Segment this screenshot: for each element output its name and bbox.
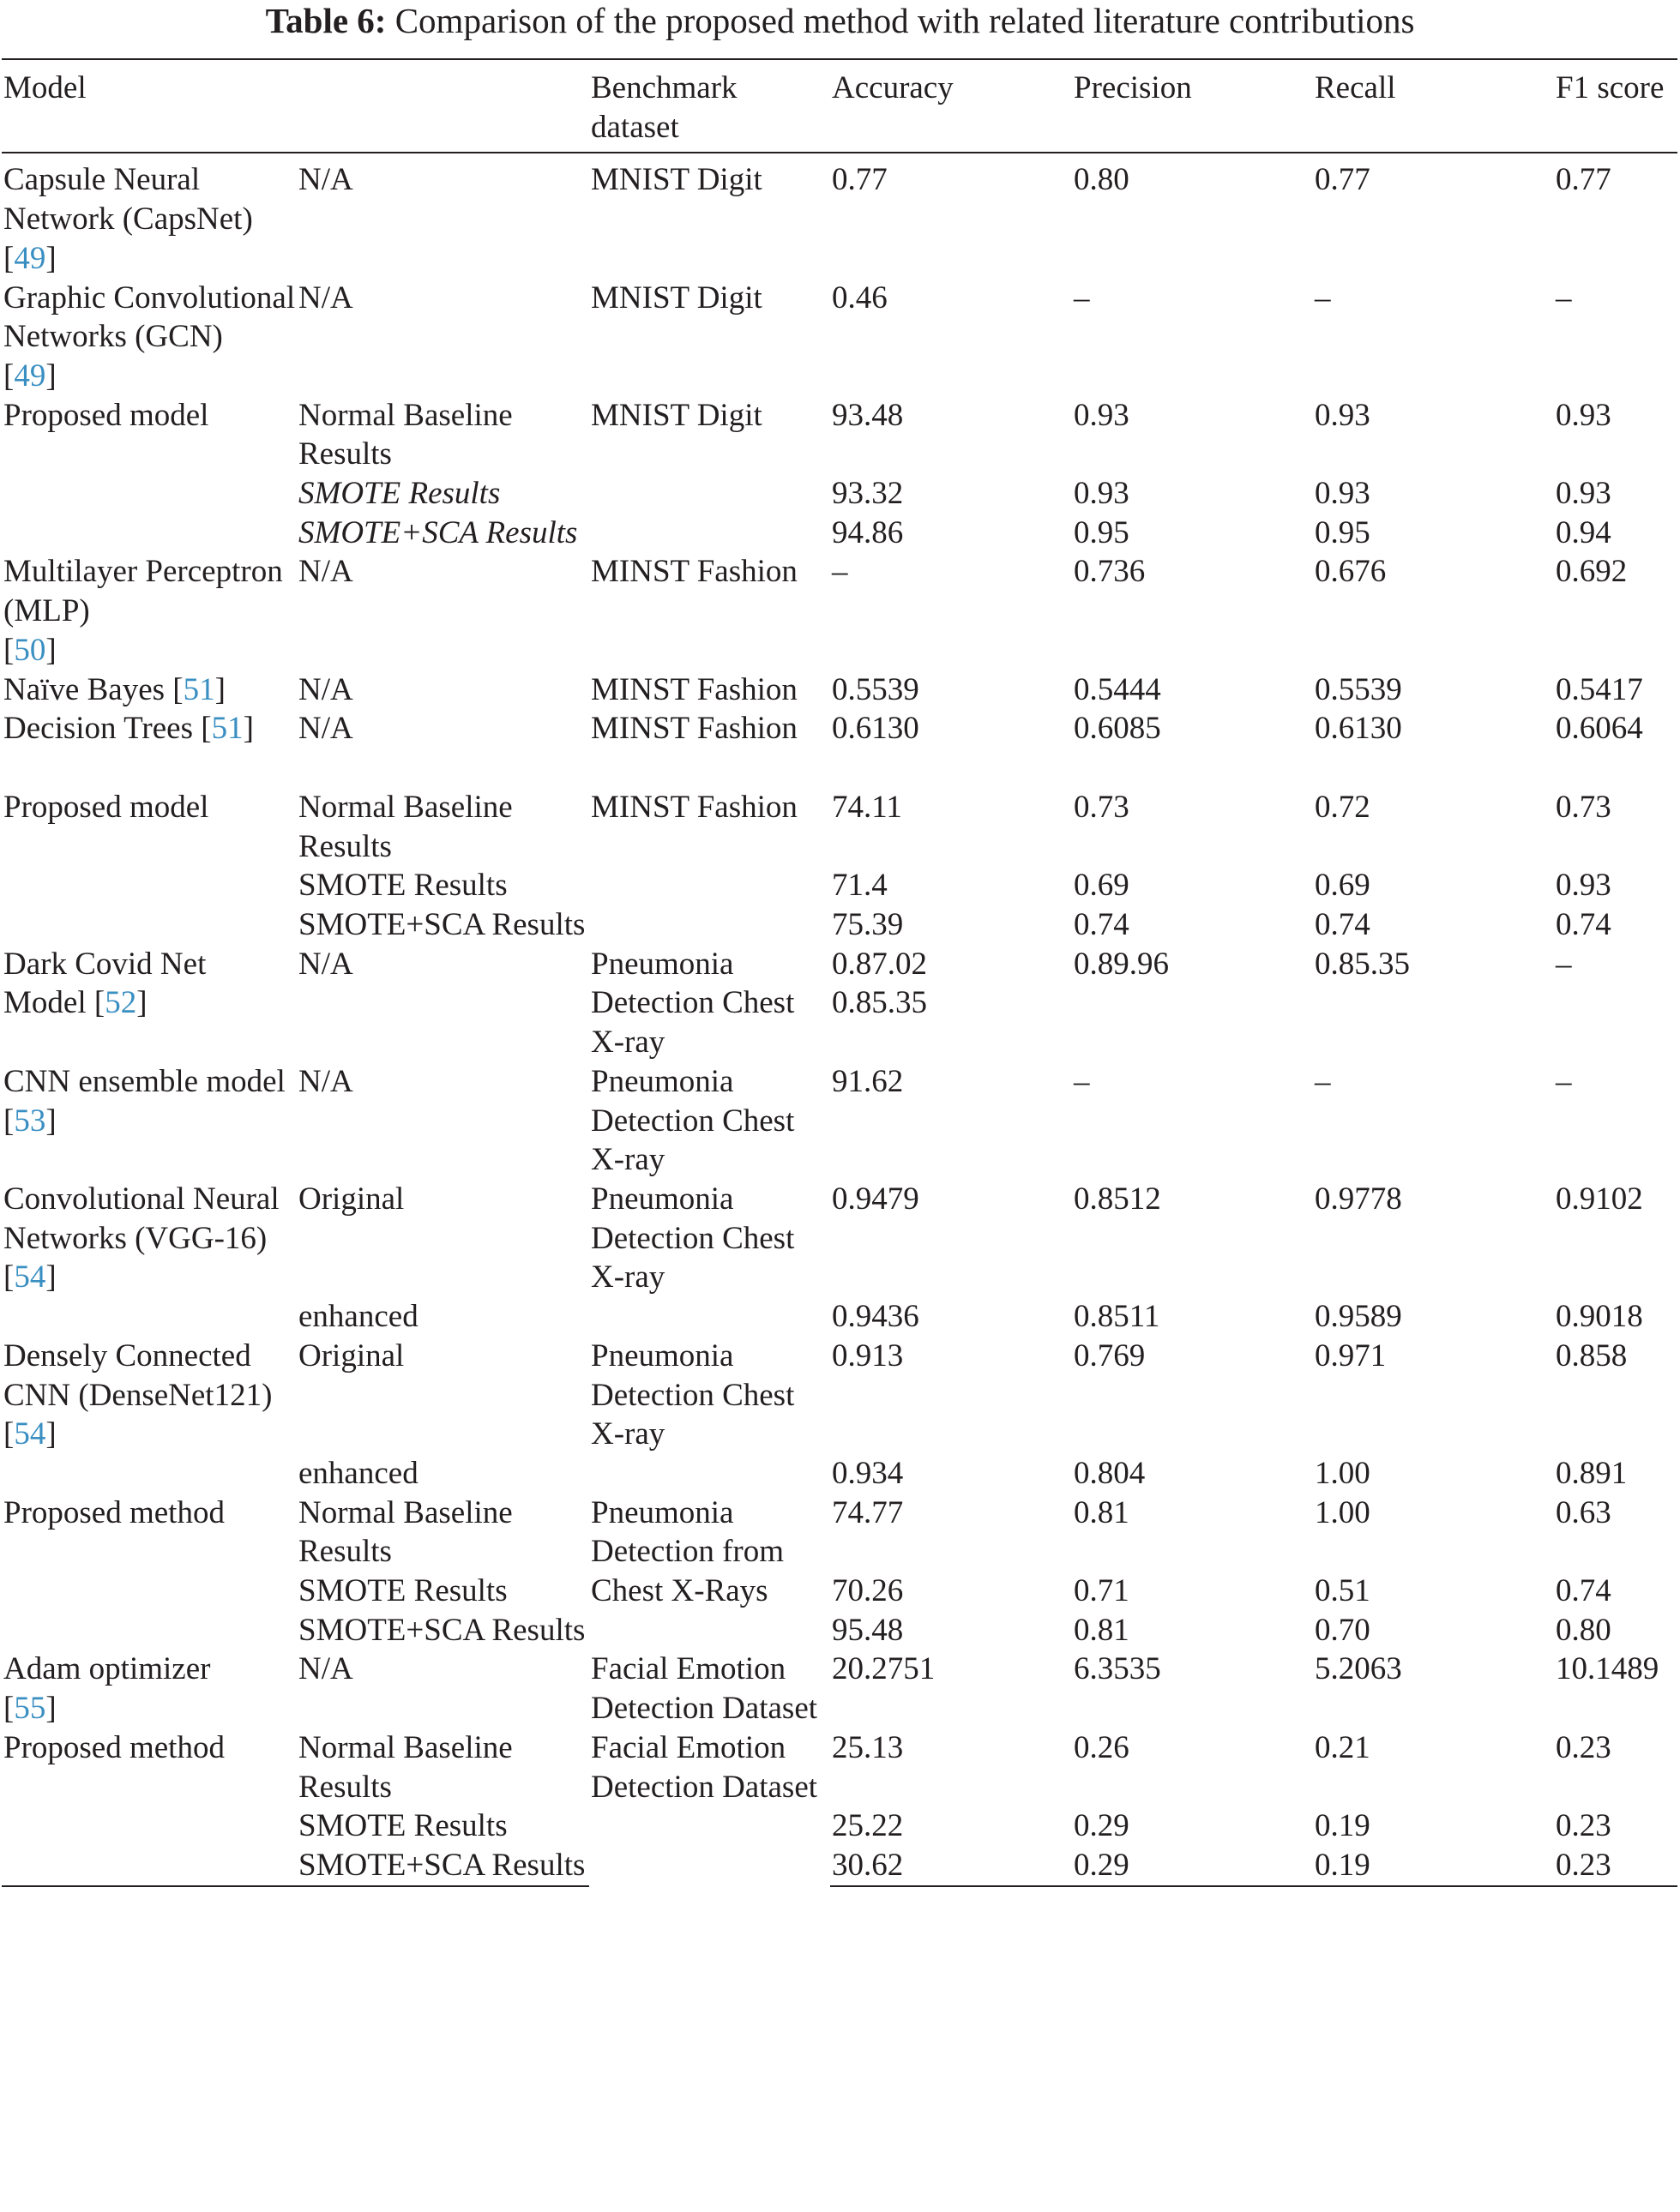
f1-cell: 0.80 bbox=[1556, 1612, 1611, 1648]
table-row bbox=[2, 552, 1677, 670]
model-cell: Capsule Neural Network (CapsNet) [49] bbox=[3, 162, 253, 276]
f1-cell: 0.9102 bbox=[1556, 1181, 1643, 1217]
caption-label: Table 6: bbox=[265, 1, 387, 40]
dataset-cell: Pneumonia Detection Chest X-ray bbox=[591, 1181, 795, 1295]
spacer-row bbox=[2, 748, 1677, 788]
accuracy-cell: 0.934 bbox=[832, 1455, 904, 1491]
dataset-cell: Pneumonia Detection Chest X-ray bbox=[591, 1337, 795, 1452]
accuracy-cell: – bbox=[832, 554, 848, 590]
f1-cell: 0.94 bbox=[1556, 514, 1611, 550]
f1-cell: 0.891 bbox=[1556, 1455, 1628, 1491]
variant-cell: Original bbox=[298, 1337, 405, 1373]
recall-cell: 0.5539 bbox=[1315, 671, 1402, 707]
precision-cell: 0.29 bbox=[1072, 1846, 1313, 1886]
recall-cell: 0.72 bbox=[1315, 789, 1370, 825]
precision-cell: 0.93 bbox=[1074, 397, 1129, 433]
citation-link[interactable]: 50 bbox=[14, 632, 46, 668]
table-row bbox=[2, 866, 1677, 905]
variant-cell: N/A bbox=[298, 280, 353, 316]
precision-cell: 0.8511 bbox=[1074, 1299, 1160, 1335]
variant-cell: SMOTE+SCA Results bbox=[297, 1846, 589, 1886]
f1-cell: 0.93 bbox=[1556, 476, 1611, 512]
f1-cell: 0.9018 bbox=[1556, 1299, 1643, 1335]
recall-cell: 0.6130 bbox=[1315, 711, 1402, 747]
model-cell: Convolutional Neural Networks (VGG-16) [54] bbox=[3, 1181, 280, 1295]
table-row bbox=[2, 1297, 1677, 1337]
citation-link[interactable]: 51 bbox=[183, 671, 215, 707]
accuracy-cell: 25.22 bbox=[832, 1808, 904, 1844]
precision-cell: 0.6085 bbox=[1074, 711, 1161, 747]
f1-cell: – bbox=[1556, 1063, 1572, 1099]
accuracy-cell: 0.5539 bbox=[832, 671, 919, 707]
model-cell: Graphic Convolutional Networks (GCN) [49] bbox=[3, 280, 296, 394]
accuracy-cell: 20.2751 bbox=[832, 1651, 936, 1687]
citation-link[interactable]: 55 bbox=[14, 1691, 46, 1727]
table-row bbox=[2, 1572, 1677, 1611]
variant-cell: N/A bbox=[298, 162, 353, 198]
table-row bbox=[2, 945, 1677, 1062]
table-row bbox=[2, 1494, 1677, 1572]
precision-cell: 0.5444 bbox=[1074, 671, 1161, 707]
variant-cell: Normal Baseline Results bbox=[298, 789, 513, 864]
recall-cell: 0.676 bbox=[1315, 554, 1387, 590]
accuracy-cell: 74.77 bbox=[832, 1494, 904, 1530]
dataset-cell: MNIST Digit bbox=[591, 162, 762, 198]
accuracy-cell: 0.913 bbox=[832, 1337, 904, 1373]
precision-cell: 6.3535 bbox=[1074, 1651, 1161, 1687]
dataset-cell: Pneumonia Detection from Chest X-Rays bbox=[591, 1494, 784, 1609]
variant-cell: enhanced bbox=[298, 1299, 418, 1335]
variant-cell: N/A bbox=[298, 554, 353, 590]
variant-cell: N/A bbox=[298, 711, 353, 747]
f1-cell: 0.73 bbox=[1556, 789, 1611, 825]
header-f1: F1 score bbox=[1556, 70, 1665, 105]
recall-cell: 0.74 bbox=[1315, 907, 1370, 943]
variant-cell: Normal Baseline Results bbox=[298, 1729, 513, 1805]
table-row bbox=[2, 396, 1677, 474]
variant-cell: Normal Baseline Results bbox=[298, 1494, 513, 1570]
header-model: Model bbox=[3, 70, 87, 105]
accuracy-cell: 74.11 bbox=[832, 789, 902, 825]
precision-cell: 0.74 bbox=[1074, 907, 1129, 943]
precision-cell: 0.80 bbox=[1074, 162, 1129, 198]
accuracy-cell: 30.62 bbox=[830, 1846, 1072, 1886]
accuracy-cell: 0.77 bbox=[832, 162, 888, 198]
f1-cell: 10.1489 bbox=[1556, 1651, 1659, 1687]
recall-cell: 0.9778 bbox=[1315, 1181, 1402, 1217]
precision-cell: 0.93 bbox=[1074, 476, 1129, 512]
variant-cell: N/A bbox=[298, 671, 353, 707]
recall-cell: 0.9589 bbox=[1315, 1299, 1402, 1335]
table-row bbox=[2, 514, 1677, 553]
dataset-cell: Pneumonia Detection Chest X-ray bbox=[591, 1063, 795, 1178]
variant-cell: SMOTE+SCA Results bbox=[298, 514, 578, 550]
variant-cell: SMOTE Results bbox=[298, 868, 508, 904]
f1-cell: 0.74 bbox=[1556, 1573, 1611, 1609]
model-cell: Proposed method bbox=[3, 1494, 225, 1530]
recall-cell: 5.2063 bbox=[1315, 1651, 1402, 1687]
recall-cell: 0.19 bbox=[1315, 1808, 1370, 1844]
caption-text: Comparison of the proposed method with related literature contributions bbox=[394, 1, 1415, 40]
accuracy-cell: 0.6130 bbox=[832, 711, 919, 747]
model-cell: Decision Trees [51] bbox=[3, 711, 254, 747]
citation-link[interactable]: 51 bbox=[211, 711, 244, 747]
precision-cell: 0.769 bbox=[1074, 1337, 1146, 1373]
f1-cell: 0.6064 bbox=[1556, 711, 1643, 747]
table-row bbox=[2, 1650, 1677, 1728]
recall-cell: 0.93 bbox=[1315, 476, 1370, 512]
recall-cell: 0.21 bbox=[1315, 1729, 1370, 1765]
precision-cell: 0.804 bbox=[1074, 1455, 1146, 1491]
citation-link[interactable]: 53 bbox=[14, 1103, 46, 1139]
f1-cell: 0.5417 bbox=[1556, 671, 1643, 707]
dataset-cell: Facial Emotion Detection Dataset bbox=[591, 1651, 818, 1727]
variant-cell: N/A bbox=[298, 1063, 353, 1099]
recall-cell: 0.95 bbox=[1315, 514, 1370, 550]
f1-cell: 0.692 bbox=[1556, 554, 1628, 590]
table-row bbox=[2, 474, 1677, 514]
accuracy-cell: 25.13 bbox=[832, 1729, 904, 1765]
accuracy-cell: 0.46 bbox=[832, 280, 888, 316]
accuracy-cell: 0.9436 bbox=[832, 1299, 919, 1335]
f1-cell: 0.74 bbox=[1556, 907, 1611, 943]
table-row bbox=[2, 1611, 1677, 1650]
accuracy-cell: 0.9479 bbox=[832, 1181, 919, 1217]
precision-cell: 0.95 bbox=[1074, 514, 1129, 550]
precision-cell: 0.71 bbox=[1074, 1573, 1129, 1609]
accuracy-cell: 94.86 bbox=[832, 514, 904, 550]
precision-cell: 0.73 bbox=[1074, 789, 1129, 825]
table-row bbox=[2, 1728, 1677, 1806]
f1-cell: 0.23 bbox=[1556, 1808, 1611, 1844]
f1-cell: 0.77 bbox=[1556, 162, 1611, 198]
precision-cell: 0.69 bbox=[1074, 868, 1129, 904]
accuracy-cell: 0.87.02 0.85.35 bbox=[832, 946, 927, 1021]
table-row bbox=[2, 670, 1677, 710]
variant-cell: N/A bbox=[298, 946, 353, 982]
dataset-cell: MINST Fashion bbox=[591, 671, 798, 707]
model-cell: Densely Connected CNN (DenseNet121) [54] bbox=[3, 1337, 273, 1452]
recall-cell: – bbox=[1315, 1063, 1331, 1099]
accuracy-cell: 71.4 bbox=[832, 868, 888, 904]
variant-cell: Normal Baseline Results bbox=[298, 397, 513, 472]
table-row bbox=[2, 905, 1677, 945]
dataset-cell: MNIST Digit bbox=[591, 397, 762, 433]
accuracy-cell: 75.39 bbox=[832, 907, 904, 943]
variant-cell: SMOTE+SCA Results bbox=[298, 1612, 586, 1648]
variant-cell: SMOTE Results bbox=[298, 1808, 508, 1844]
recall-cell: 0.971 bbox=[1315, 1337, 1387, 1373]
model-cell: Naïve Bayes [51] bbox=[3, 671, 226, 707]
model-cell: Adam optimizer [55] bbox=[3, 1651, 211, 1727]
model-cell: Proposed model bbox=[3, 789, 209, 825]
model-cell: Multilayer Perceptron (MLP) [50] bbox=[3, 554, 283, 668]
model-cell: Proposed model bbox=[3, 397, 209, 433]
dataset-cell: MINST Fashion bbox=[591, 711, 798, 747]
recall-cell: 0.77 bbox=[1315, 162, 1370, 198]
table-row bbox=[2, 1846, 1677, 1886]
table-row bbox=[2, 279, 1677, 396]
recall-cell: 0.70 bbox=[1315, 1612, 1370, 1648]
table-row bbox=[2, 788, 1677, 866]
citation-link[interactable]: 54 bbox=[14, 1259, 46, 1295]
precision-cell: – bbox=[1074, 280, 1090, 316]
f1-cell: 0.23 bbox=[1556, 1729, 1611, 1765]
recall-cell: 0.85.35 bbox=[1315, 946, 1410, 982]
header-dataset: Benchmark dataset bbox=[591, 70, 738, 145]
dataset-cell: MINST Fashion bbox=[591, 789, 798, 825]
precision-cell: 0.89.96 bbox=[1074, 946, 1169, 982]
recall-cell: 0.51 bbox=[1315, 1573, 1370, 1609]
recall-cell: – bbox=[1315, 280, 1331, 316]
table-row bbox=[2, 1806, 1677, 1846]
variant-cell: SMOTE Results bbox=[298, 476, 501, 512]
table-row bbox=[2, 1454, 1677, 1494]
dataset-cell: Facial Emotion Detection Dataset bbox=[591, 1729, 818, 1805]
precision-cell: 0.29 bbox=[1074, 1808, 1129, 1844]
comparison-table bbox=[2, 58, 1677, 1887]
header-variant bbox=[297, 59, 589, 153]
f1-cell: 0.63 bbox=[1556, 1494, 1611, 1530]
variant-cell: N/A bbox=[298, 1651, 353, 1687]
table-row bbox=[2, 153, 1677, 278]
table-row bbox=[2, 1180, 1677, 1297]
header-recall: Recall bbox=[1315, 70, 1396, 105]
recall-cell: 1.00 bbox=[1315, 1494, 1370, 1530]
citation-link[interactable]: 54 bbox=[14, 1416, 46, 1452]
recall-cell: 1.00 bbox=[1315, 1455, 1370, 1491]
table-row bbox=[2, 1337, 1677, 1454]
dataset-cell: MNIST Digit bbox=[591, 280, 762, 316]
dataset-cell: Pneumonia Detection Chest X-ray bbox=[591, 946, 795, 1061]
precision-cell: 0.26 bbox=[1074, 1729, 1129, 1765]
citation-link[interactable]: 49 bbox=[14, 358, 46, 394]
recall-cell: 0.69 bbox=[1315, 868, 1370, 904]
model-cell: CNN ensemble model [53] bbox=[3, 1063, 286, 1139]
accuracy-cell: 95.48 bbox=[832, 1612, 904, 1648]
accuracy-cell: 70.26 bbox=[832, 1573, 904, 1609]
f1-cell: 0.23 bbox=[1554, 1846, 1677, 1886]
precision-cell: 0.81 bbox=[1074, 1612, 1129, 1648]
dataset-cell: MINST Fashion bbox=[591, 554, 798, 590]
precision-cell: – bbox=[1074, 1063, 1090, 1099]
f1-cell: – bbox=[1556, 280, 1572, 316]
citation-link[interactable]: 49 bbox=[14, 240, 46, 276]
f1-cell: 0.93 bbox=[1556, 397, 1611, 433]
model-cell: Dark Covid Net Model [52] bbox=[3, 946, 207, 1021]
accuracy-cell: 91.62 bbox=[832, 1063, 904, 1099]
table-row bbox=[2, 709, 1677, 748]
header-precision: Precision bbox=[1074, 70, 1192, 105]
accuracy-cell: 93.48 bbox=[832, 397, 904, 433]
precision-cell: 0.736 bbox=[1074, 554, 1146, 590]
recall-cell: 0.93 bbox=[1315, 397, 1370, 433]
f1-cell: 0.93 bbox=[1556, 868, 1611, 904]
accuracy-cell: 93.32 bbox=[832, 476, 904, 512]
f1-cell: 0.858 bbox=[1556, 1337, 1628, 1373]
recall-cell: 0.19 bbox=[1313, 1846, 1554, 1886]
header-row bbox=[2, 59, 1677, 153]
variant-cell: SMOTE Results bbox=[298, 1573, 508, 1609]
variant-cell: enhanced bbox=[298, 1455, 418, 1491]
precision-cell: 0.81 bbox=[1074, 1494, 1129, 1530]
citation-link[interactable]: 52 bbox=[105, 985, 137, 1021]
table-caption bbox=[0, 0, 1680, 58]
header-accuracy: Accuracy bbox=[832, 70, 954, 105]
table-row bbox=[2, 1062, 1677, 1180]
f1-cell: – bbox=[1556, 946, 1572, 982]
precision-cell: 0.8512 bbox=[1074, 1181, 1161, 1217]
model-cell: Proposed method bbox=[3, 1729, 225, 1765]
variant-cell: SMOTE+SCA Results bbox=[298, 907, 586, 943]
variant-cell: Original bbox=[298, 1181, 405, 1217]
